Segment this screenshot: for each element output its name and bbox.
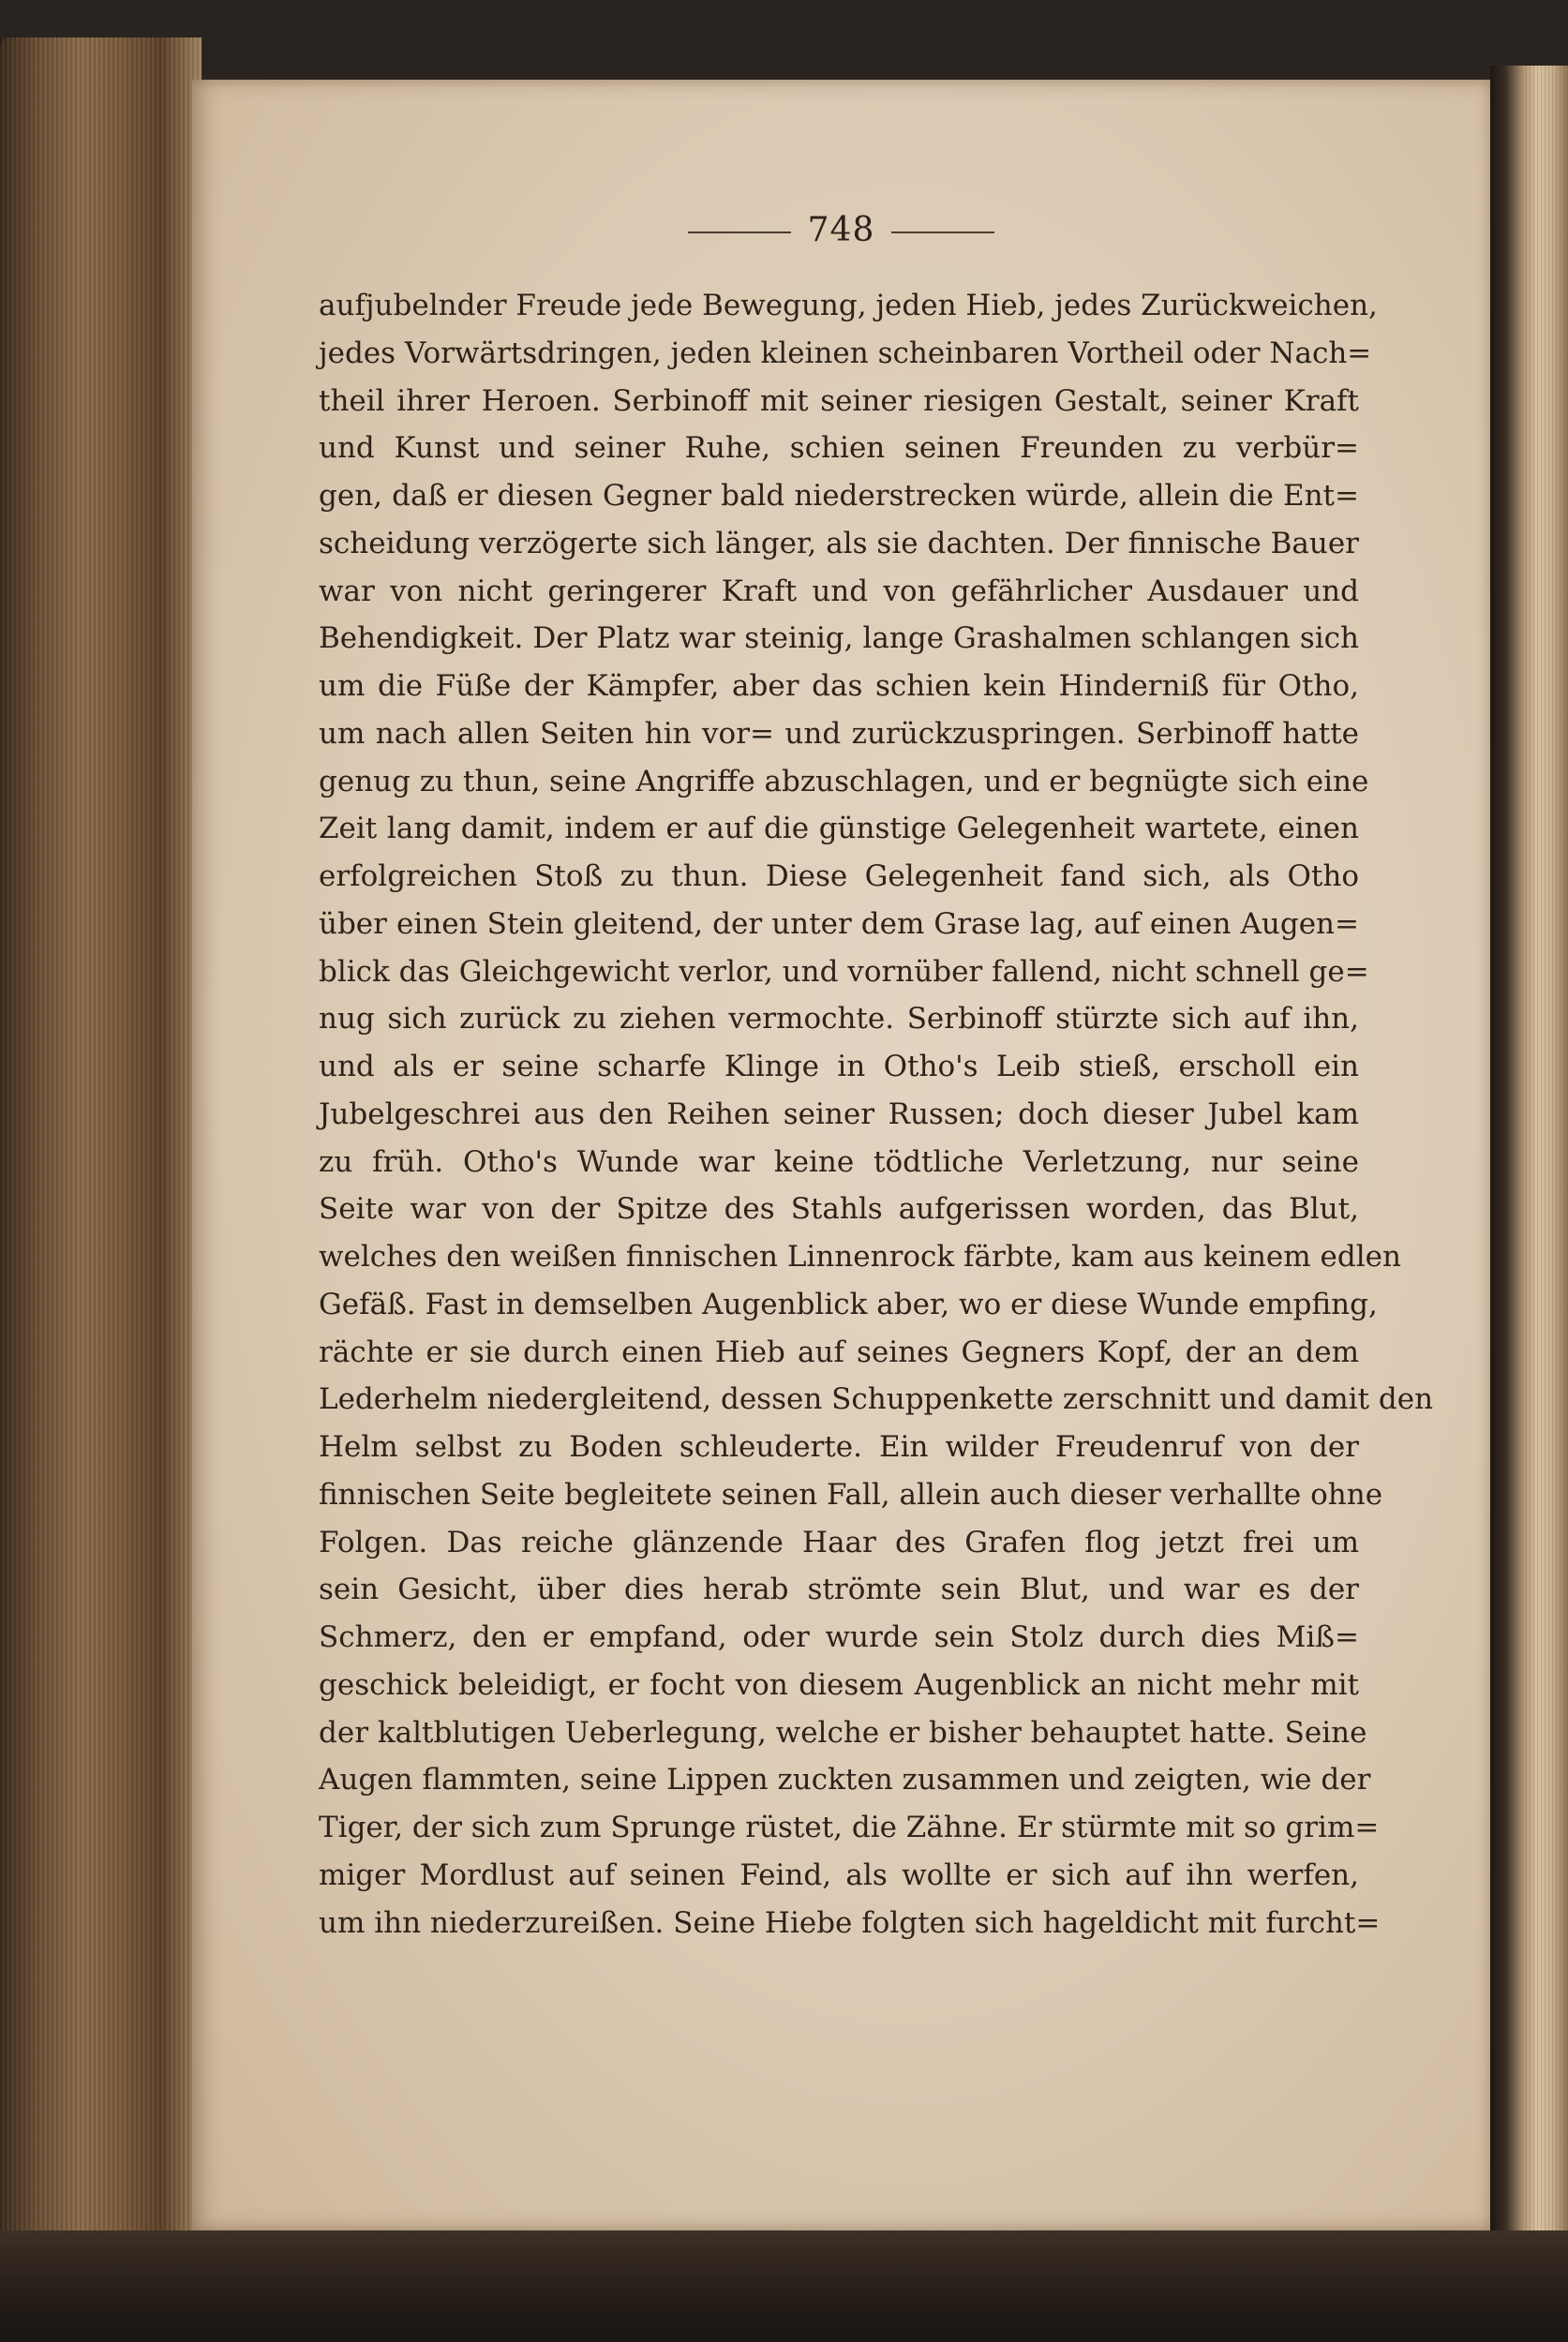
text-line: gen, daß er diesen Gegner bald niederstrecken würde, allein die Ent= xyxy=(319,479,1359,513)
page-header xyxy=(192,211,1490,249)
text-line: der kaltblutigen Ueberlegung, welche er bisher behauptet hatte. Seine xyxy=(319,1715,1367,1750)
text-line: Schmerz, den er empfand, oder wurde sein Stolz durch dies Miß= xyxy=(319,1620,1359,1654)
text-line: Helm selbst zu Boden schleuderte. Ein wilder Freudenruf von der xyxy=(319,1430,1359,1464)
text-line: miger Mordlust auf seinen Feind, als wollte er sich auf ihn werfen, xyxy=(319,1857,1359,1892)
text-line: war von nicht geringerer Kraft und von gefährlicher Ausdauer und xyxy=(319,574,1359,608)
text-line: theil ihrer Heroen. Serbinoff mit seiner riesigen Gestalt, seiner Kraft xyxy=(319,383,1359,418)
text-line: und als er seine scharfe Klinge in Otho's Leib stieß, erscholl ein xyxy=(319,1050,1359,1083)
text-line: Lederhelm niedergleitend, dessen Schuppenkette zerschnitt und damit den xyxy=(319,1382,1434,1417)
text-line: um ihn niederzureißen. Seine Hiebe folgten sich hageldicht mit furcht= xyxy=(319,1905,1381,1940)
text-line: Gefäß. Fast in demselben Augenblick aber, wo er diese Wunde empfing, xyxy=(319,1287,1378,1321)
table-surface xyxy=(0,2230,1568,2342)
page-number: 748 xyxy=(807,211,875,249)
text-line: um die Füße der Kämpfer, aber das schien kein Hinderniß für Otho, xyxy=(319,669,1359,703)
body-text xyxy=(319,282,1434,1947)
text-line: über einen Stein gleitend, der unter dem Grase lag, auf einen Augen= xyxy=(319,906,1359,941)
text-line: Folgen. Das reiche glänzende Haar des Grafen flog jetzt frei um xyxy=(319,1525,1359,1559)
text-line: genug zu thun, seine Angriffe abzuschlagen, und er begnügte sich eine xyxy=(319,764,1369,798)
text-line: Jubelgeschrei aus den Reihen seiner Russen; doch dieser Jubel kam xyxy=(319,1096,1359,1131)
text-line: um nach allen Seiten hin vor= und zurückzuspringen. Serbinoff hatte xyxy=(319,716,1359,751)
text-line: erfolgreichen Stoß zu thun. Diese Gelegenheit fand sich, als Otho xyxy=(319,859,1359,893)
book-fore-edge xyxy=(0,37,202,2324)
text-line: nug sich zurück zu ziehen vermochte. Serbinoff stürzte sich auf ihn, xyxy=(319,1002,1359,1037)
text-line: aufjubelnder Freude jede Bewegung, jeden Hieb, jedes Zurückweichen, xyxy=(319,289,1378,322)
text-line: rächte er sie durch einen Hieb auf seines Gegners Kopf, der an dem xyxy=(319,1335,1359,1369)
text-line: Augen flammten, seine Lippen zuckten zusammen und zeigten, wie der xyxy=(319,1763,1371,1798)
header-rule-left xyxy=(688,231,791,233)
text-line: geschick beleidigt, er focht von diesem Augenblick an nicht mehr mit xyxy=(319,1667,1359,1702)
facing-page-edge xyxy=(1490,66,1568,2277)
text-line: sein Gesicht, über dies herab strömte sein Blut, und war es der xyxy=(319,1573,1359,1607)
text-line: blick das Gleichgewicht verlor, und vornüber fallend, nicht schnell ge= xyxy=(319,954,1369,989)
text-line: scheidung verzögerte sich länger, als sie dachten. Der finnische Bauer xyxy=(319,526,1359,560)
header-rule-right xyxy=(891,231,994,233)
text-line: welches den weißen finnischen Linnenrock färbte, kam aus keinem edlen xyxy=(319,1240,1401,1274)
text-line: Tiger, der sich zum Sprunge rüstet, die Zähne. Er stürmte mit so grim= xyxy=(319,1811,1380,1844)
text-line: und Kunst und seiner Ruhe, schien seinen Freunden zu verbür= xyxy=(319,431,1359,466)
text-line: finnischen Seite begleitete seinen Fall, allein auch dieser verhallte ohne xyxy=(319,1477,1383,1512)
text-line: Behendigkeit. Der Platz war steinig, lange Grashalmen schlangen sich xyxy=(319,621,1359,656)
text-line: Seite war von der Spitze des Stahls aufgerissen worden, das Blut, xyxy=(319,1192,1359,1227)
text-line: zu früh. Otho's Wunde war keine tödtliche Verletzung, nur seine xyxy=(319,1144,1359,1179)
text-line: Zeit lang damit, indem er auf die günstige Gelegenheit wartete, einen xyxy=(319,812,1359,846)
book-page xyxy=(192,80,1490,2230)
text-line: jedes Vorwärtsdringen, jeden kleinen scheinbaren Vortheil oder Nach= xyxy=(319,336,1372,370)
